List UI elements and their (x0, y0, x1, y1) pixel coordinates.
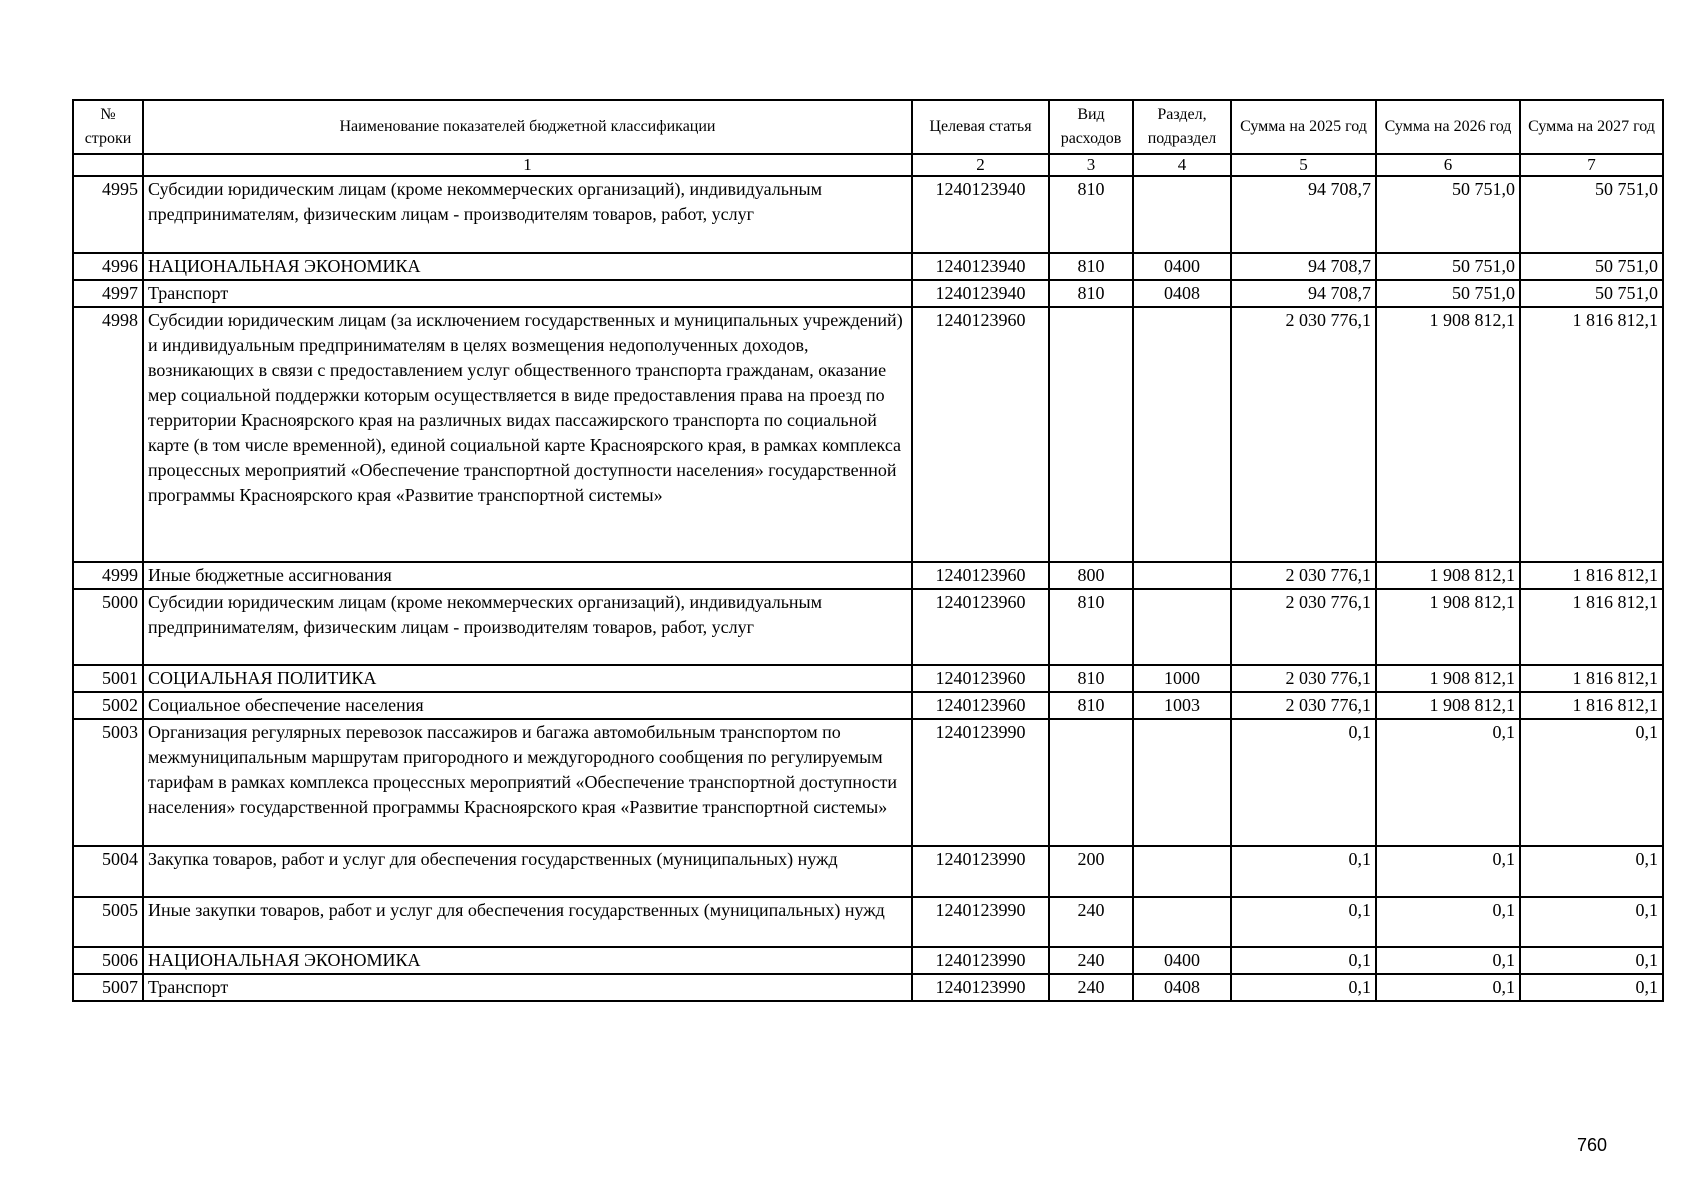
column-number-row (73, 154, 1663, 176)
row-number: 4998 (73, 307, 143, 562)
column-number (73, 154, 143, 176)
column-number: 2 (912, 154, 1049, 176)
row-section: 0408 (1133, 280, 1231, 307)
column-number: 3 (1049, 154, 1133, 176)
table-row (73, 589, 1663, 665)
header-sum-2027: Сумма на 2027 год (1520, 100, 1663, 154)
row-expense-type: 240 (1049, 947, 1133, 974)
row-target: 1240123960 (912, 307, 1049, 562)
row-sum-2026: 50 751,0 (1376, 176, 1520, 253)
row-number: 5004 (73, 846, 143, 897)
row-expense-type: 800 (1049, 562, 1133, 589)
row-target: 1240123990 (912, 719, 1049, 846)
row-section (1133, 719, 1231, 846)
header-sum-2026: Сумма на 2026 год (1376, 100, 1520, 154)
row-expense-type: 810 (1049, 280, 1133, 307)
table-row (73, 307, 1663, 562)
row-sum-2026: 1 908 812,1 (1376, 589, 1520, 665)
row-sum-2026: 1 908 812,1 (1376, 665, 1520, 692)
row-sum-2025: 2 030 776,1 (1231, 665, 1376, 692)
row-expense-type: 810 (1049, 176, 1133, 253)
row-number: 4995 (73, 176, 143, 253)
row-name: Организация регулярных перевозок пассажиров и багажа автомобильным транспортом по межмуниципальным маршрутам пригородного и междугородного сообщения по регулируемым тарифам в рамках комплекса процессных мероприятий «Обеспечение транспортной доступности населения» государственной программы Красноярского края «Развитие транспортной системы» (143, 719, 912, 846)
row-number: 4996 (73, 253, 143, 280)
row-target: 1240123960 (912, 589, 1049, 665)
row-sum-2027: 1 816 812,1 (1520, 665, 1663, 692)
row-expense-type: 200 (1049, 846, 1133, 897)
row-target: 1240123960 (912, 692, 1049, 719)
row-name: Иные закупки товаров, работ и услуг для обеспечения государственных (муниципальных) нужд (143, 897, 912, 947)
table-row (73, 562, 1663, 589)
row-number: 5002 (73, 692, 143, 719)
row-sum-2025: 0,1 (1231, 846, 1376, 897)
budget-table (72, 99, 1664, 1002)
row-sum-2027: 0,1 (1520, 846, 1663, 897)
row-target: 1240123990 (912, 947, 1049, 974)
row-sum-2025: 0,1 (1231, 897, 1376, 947)
row-name: Транспорт (143, 974, 912, 1001)
row-name: НАЦИОНАЛЬНАЯ ЭКОНОМИКА (143, 947, 912, 974)
row-number: 5000 (73, 589, 143, 665)
header-row (73, 100, 1663, 154)
column-number: 5 (1231, 154, 1376, 176)
row-name: Транспорт (143, 280, 912, 307)
row-expense-type: 240 (1049, 974, 1133, 1001)
row-sum-2026: 1 908 812,1 (1376, 562, 1520, 589)
row-sum-2026: 50 751,0 (1376, 280, 1520, 307)
page-number: 760 (1577, 1135, 1608, 1155)
row-target: 1240123960 (912, 665, 1049, 692)
row-name: Субсидии юридическим лицам (кроме некоммерческих организаций), индивидуальным предпринимателям, физическим лицам - производителям товаров, работ, услуг (143, 589, 912, 665)
header-expense-type: Вид расходов (1049, 100, 1133, 154)
table-row (73, 897, 1663, 947)
row-sum-2026: 0,1 (1376, 947, 1520, 974)
row-sum-2026: 50 751,0 (1376, 253, 1520, 280)
row-sum-2027: 50 751,0 (1520, 176, 1663, 253)
row-sum-2026: 0,1 (1376, 846, 1520, 897)
table-row (73, 176, 1663, 253)
row-sum-2025: 0,1 (1231, 719, 1376, 846)
row-number: 5007 (73, 974, 143, 1001)
row-target: 1240123940 (912, 176, 1049, 253)
row-sum-2027: 50 751,0 (1520, 280, 1663, 307)
row-sum-2025: 2 030 776,1 (1231, 562, 1376, 589)
row-expense-type: 810 (1049, 665, 1133, 692)
row-expense-type: 810 (1049, 589, 1133, 665)
row-number: 5003 (73, 719, 143, 846)
row-sum-2027: 1 816 812,1 (1520, 589, 1663, 665)
row-name: Социальное обеспечение населения (143, 692, 912, 719)
row-expense-type (1049, 719, 1133, 846)
row-expense-type: 810 (1049, 253, 1133, 280)
row-expense-type: 240 (1049, 897, 1133, 947)
row-name: Субсидии юридическим лицам (кроме некоммерческих организаций), индивидуальным предпринимателям, физическим лицам - производителям товаров, работ, услуг (143, 176, 912, 253)
row-sum-2025: 0,1 (1231, 947, 1376, 974)
row-sum-2026: 0,1 (1376, 719, 1520, 846)
row-sum-2025: 2 030 776,1 (1231, 307, 1376, 562)
table-row (73, 280, 1663, 307)
row-target: 1240123940 (912, 253, 1049, 280)
table-row (73, 846, 1663, 897)
row-sum-2025: 0,1 (1231, 974, 1376, 1001)
header-target: Целевая статья (912, 100, 1049, 154)
row-sum-2025: 94 708,7 (1231, 253, 1376, 280)
row-section (1133, 562, 1231, 589)
row-section: 0400 (1133, 947, 1231, 974)
row-section (1133, 176, 1231, 253)
row-section (1133, 307, 1231, 562)
header-row-no: № строки (73, 100, 143, 154)
table-row (73, 974, 1663, 1001)
row-sum-2026: 0,1 (1376, 897, 1520, 947)
row-name: Иные бюджетные ассигнования (143, 562, 912, 589)
row-sum-2027: 0,1 (1520, 897, 1663, 947)
table-row (73, 719, 1663, 846)
table-row (73, 947, 1663, 974)
row-number: 4999 (73, 562, 143, 589)
row-sum-2025: 2 030 776,1 (1231, 589, 1376, 665)
row-name: СОЦИАЛЬНАЯ ПОЛИТИКА (143, 665, 912, 692)
row-target: 1240123990 (912, 974, 1049, 1001)
column-number: 7 (1520, 154, 1663, 176)
row-section: 1003 (1133, 692, 1231, 719)
row-sum-2027: 0,1 (1520, 947, 1663, 974)
row-section: 1000 (1133, 665, 1231, 692)
row-name: НАЦИОНАЛЬНАЯ ЭКОНОМИКА (143, 253, 912, 280)
row-number: 4997 (73, 280, 143, 307)
row-sum-2026: 1 908 812,1 (1376, 692, 1520, 719)
row-sum-2025: 94 708,7 (1231, 176, 1376, 253)
column-number: 1 (143, 154, 912, 176)
row-expense-type (1049, 307, 1133, 562)
row-sum-2027: 50 751,0 (1520, 253, 1663, 280)
row-section (1133, 589, 1231, 665)
header-sum-2025: Сумма на 2025 год (1231, 100, 1376, 154)
row-target: 1240123990 (912, 897, 1049, 947)
row-section (1133, 897, 1231, 947)
row-target: 1240123940 (912, 280, 1049, 307)
row-target: 1240123990 (912, 846, 1049, 897)
table-row (73, 665, 1663, 692)
column-number: 4 (1133, 154, 1231, 176)
row-number: 5001 (73, 665, 143, 692)
row-section: 0400 (1133, 253, 1231, 280)
row-sum-2026: 0,1 (1376, 974, 1520, 1001)
row-target: 1240123960 (912, 562, 1049, 589)
row-sum-2025: 94 708,7 (1231, 280, 1376, 307)
table-row (73, 253, 1663, 280)
row-number: 5005 (73, 897, 143, 947)
row-sum-2025: 2 030 776,1 (1231, 692, 1376, 719)
row-section (1133, 846, 1231, 897)
header-name: Наименование показателей бюджетной классификации (143, 100, 912, 154)
row-name: Субсидии юридическим лицам (за исключением государственных и муниципальных учреждений) и индивидуальным предпринимателям в целях возмещения недополученных доходов, возникающих в связи с предоставлением услуг общественного транспорта гражданам, оказание мер социальной поддержки которым осуществляется в виде предоставления права на проезд по территории Красноярского края на различных видах пассажирского транспорта по социальной карте (в том числе временной), единой социальной карте Красноярского края, в рамках комплекса процессных мероприятий «Обеспечение транспортной доступности населения» государственной программы Красноярского края «Развитие транспортной системы» (143, 307, 912, 562)
row-sum-2027: 1 816 812,1 (1520, 562, 1663, 589)
row-sum-2027: 1 816 812,1 (1520, 307, 1663, 562)
row-name: Закупка товаров, работ и услуг для обеспечения государственных (муниципальных) нужд (143, 846, 912, 897)
column-number: 6 (1376, 154, 1520, 176)
header-section: Раздел, подраздел (1133, 100, 1231, 154)
row-section: 0408 (1133, 974, 1231, 1001)
table-row (73, 692, 1663, 719)
row-sum-2027: 1 816 812,1 (1520, 692, 1663, 719)
row-sum-2027: 0,1 (1520, 974, 1663, 1001)
row-expense-type: 810 (1049, 692, 1133, 719)
row-number: 5006 (73, 947, 143, 974)
row-sum-2027: 0,1 (1520, 719, 1663, 846)
row-sum-2026: 1 908 812,1 (1376, 307, 1520, 562)
